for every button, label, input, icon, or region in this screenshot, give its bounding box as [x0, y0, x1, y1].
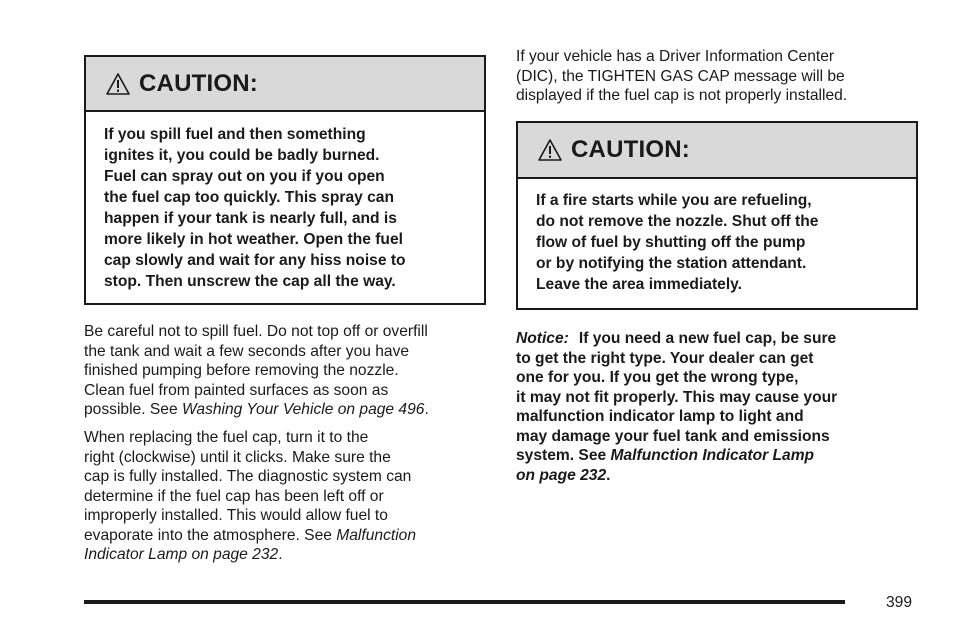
- caution-line: flow of fuel by shutting off the pump: [536, 234, 806, 251]
- caution-title: CAUTION:: [139, 69, 258, 97]
- paragraph-line: When replacing the fuel cap, turn it to the: [84, 429, 369, 446]
- caution-line: cap slowly and wait for any hiss noise to: [104, 252, 406, 269]
- notice-text: system. See: [516, 447, 611, 464]
- notice-paragraph: [516, 329, 918, 485]
- caution-title: CAUTION:: [571, 136, 690, 163]
- notice-text: .: [606, 466, 611, 484]
- paragraph-line: [84, 400, 486, 420]
- caution-line: If you spill fuel and then something: [104, 126, 366, 143]
- notice-line: it may not fit properly. This may cause your: [516, 388, 838, 406]
- warning-triangle-icon: [105, 72, 131, 96]
- body-paragraph-fuel-spill: [84, 322, 486, 420]
- cross-reference-link[interactable]: Malfunction: [336, 526, 417, 544]
- caution-header: [518, 123, 916, 179]
- notice-line: may damage your fuel tank and emissions: [516, 427, 830, 445]
- notice-line: [516, 466, 918, 486]
- paragraph-line: the tank and wait a few seconds after you have: [84, 342, 410, 360]
- notice-label: Notice:: [516, 330, 569, 347]
- page-number: 399: [886, 594, 913, 611]
- paragraph-line: improperly installed. This would allow fuel to: [84, 507, 388, 524]
- caution-line: If a fire starts while you are refueling,: [536, 192, 812, 209]
- paragraph-line: right (clockwise) until it clicks. Make sure the: [84, 448, 391, 466]
- notice-line: to get the right type. Your dealer can get: [516, 349, 814, 367]
- caution-line: more likely in hot weather. Open the fuel: [104, 231, 403, 248]
- paragraph-text: evaporate into the atmosphere. See: [84, 526, 337, 544]
- paragraph-line: finished pumping before removing the nozzle.: [84, 362, 399, 379]
- caution-line: ignites it, you could be badly burned.: [104, 147, 380, 164]
- notice-line: [516, 329, 918, 349]
- paragraph-line: [84, 545, 486, 565]
- caution-text: [86, 112, 484, 292]
- cross-reference-link[interactable]: on page 232: [516, 466, 607, 484]
- footer-rule: [84, 600, 845, 604]
- paragraph-line: [84, 526, 486, 546]
- caution-line: happen if your tank is nearly full, and is: [104, 210, 397, 227]
- notice-line: malfunction indicator lamp to light and: [516, 408, 804, 425]
- notice-line: [516, 446, 918, 466]
- cross-reference-link[interactable]: Malfunction Indicator Lamp: [610, 447, 815, 464]
- caution-box-right: [516, 121, 918, 310]
- paragraph-line: Be careful not to spill fuel. Do not top off or overfill: [84, 323, 428, 340]
- paragraph-line: Clean fuel from painted surfaces as soon as: [84, 381, 389, 399]
- body-paragraph-fuel-cap: [84, 428, 486, 565]
- caution-box-left: [84, 55, 486, 305]
- notice-line: one for you. If you get the wrong type,: [516, 369, 799, 386]
- caution-line: Leave the area immediately.: [536, 276, 742, 293]
- notice-text: If you need a new fuel cap, be sure: [578, 330, 837, 347]
- caution-line: Fuel can spray out on you if you open: [104, 168, 385, 185]
- caution-line: or by notifying the station attendant.: [536, 255, 807, 272]
- caution-line: the fuel cap too quickly. This spray can: [104, 189, 394, 206]
- paragraph-text: .: [278, 546, 283, 563]
- paragraph-line: (DIC), the TIGHTEN GAS CAP message will be: [516, 67, 845, 85]
- warning-triangle-icon: [537, 138, 563, 162]
- paragraph-line: If your vehicle has a Driver Information Center: [516, 48, 835, 65]
- caution-line: stop. Then unscrew the cap all the way.: [104, 273, 396, 290]
- body-paragraph-dic: [516, 47, 918, 106]
- paragraph-text: possible. See: [84, 401, 182, 418]
- paragraph-line: cap is fully installed. The diagnostic system can: [84, 468, 412, 485]
- caution-text: [518, 179, 916, 295]
- paragraph-text: .: [424, 401, 429, 418]
- caution-line: do not remove the nozzle. Shut off the: [536, 213, 819, 230]
- cross-reference-link[interactable]: Washing Your Vehicle on page 496: [181, 401, 425, 418]
- paragraph-line: displayed if the fuel cap is not properly installed.: [516, 87, 848, 104]
- caution-header: [86, 57, 484, 112]
- cross-reference-link[interactable]: Indicator Lamp on page 232: [84, 546, 279, 563]
- paragraph-line: determine if the fuel cap has been left off or: [84, 487, 384, 505]
